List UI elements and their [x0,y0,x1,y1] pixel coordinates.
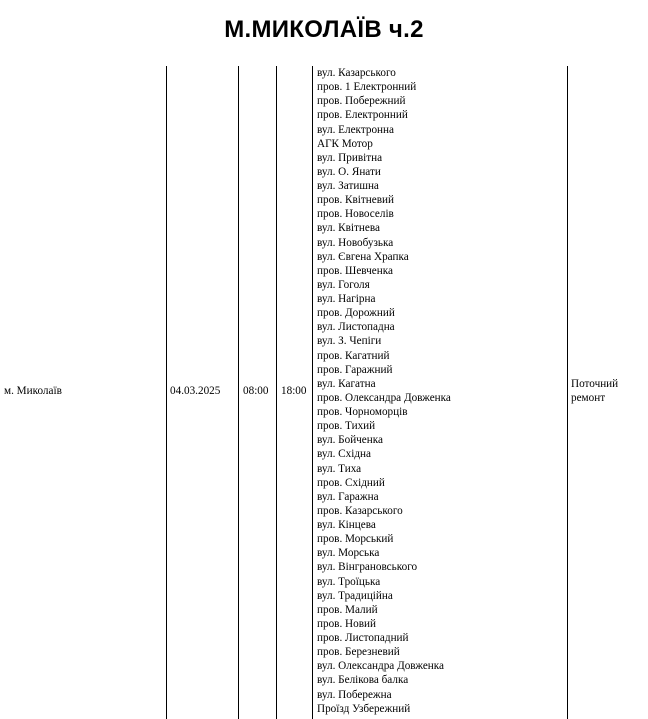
street-item: пров. 1 Електронний [317,81,417,94]
work-type-line-1: Поточний [571,378,619,390]
street-item: вул. Кагатна [317,377,376,390]
street-item: вул. Електронна [317,123,395,136]
street-item: вул. Східна [317,448,371,461]
street-item: вул. Новобузька [317,236,394,249]
street-item: АГК Мотор [317,137,373,150]
street-item: вул. Побережна [317,688,392,701]
street-item: пров. Дорожний [317,307,395,320]
settlement-cell: м. Миколаїв [4,385,62,397]
street-item: вул. Олександра Довженка [317,660,445,673]
date-cell: 04.03.2025 [170,385,221,397]
street-item: вул. Морська [317,547,380,560]
street-list [317,66,451,716]
street-item: пров. Квітневий [317,194,395,207]
street-item: пров. Чорноморців [317,406,408,418]
street-item: вул. Нагірна [317,293,376,305]
street-item: вул. О. Янати [317,165,381,178]
street-item: пров. Морський [317,533,394,546]
street-item: пров. Березневий [317,646,400,659]
street-item: вул. Привітна [317,151,383,164]
street-item: вул. Гоголя [317,278,370,291]
street-item: вул. Тиха [317,462,362,475]
street-item: вул. Троїцька [317,575,381,588]
street-item: пров. Олександра Довженка [317,391,451,404]
street-item: вул. Традиційна [317,589,393,602]
street-item: пров. Казарського [317,504,403,517]
table-divider-4 [312,66,313,719]
street-item: пров. Малий [317,603,378,616]
street-item: вул. Бойченка [317,434,383,447]
street-item: вул. Белікова балка [317,674,409,687]
street-item: вул. Квітнева [317,222,380,235]
street-item: вул. Затишна [317,180,379,192]
table-divider-3 [276,66,277,719]
street-item: вул. Кінцева [317,519,376,531]
street-item: вул. Вінграновського [317,561,418,574]
table-divider-1 [166,66,167,719]
street-item: пров. Шевченка [317,264,393,277]
street-item: вул. З. Чепіги [317,335,382,348]
street-item: вул. Євгена Храпка [317,250,409,263]
table-divider-5 [567,66,568,719]
street-item: вул. Листопадна [317,321,395,334]
street-item: пров. Новий [317,617,376,630]
street-item: пров. Гаражний [317,363,393,376]
street-item: пров. Новоселів [317,208,394,221]
work-type-line-2: ремонт [571,392,606,404]
street-item: пров. Листопадний [317,632,409,644]
street-item: вул. Гаражна [317,490,379,503]
street-item: Проїзд Узбережний [317,702,411,715]
street-item: пров. Кагатний [317,349,390,362]
street-item: пров. Електронний [317,109,408,122]
table-divider-2 [238,66,239,719]
time-to-cell: 18:00 [281,385,307,397]
page-title: М.МИКОЛАЇВ ч.2 [224,16,424,43]
street-item: пров. Східний [317,476,385,489]
street-item: вул. Казарського [317,67,396,79]
street-item: пров. Тихий [317,420,376,433]
time-from-cell: 08:00 [243,385,269,397]
street-item: пров. Побережний [317,95,406,108]
